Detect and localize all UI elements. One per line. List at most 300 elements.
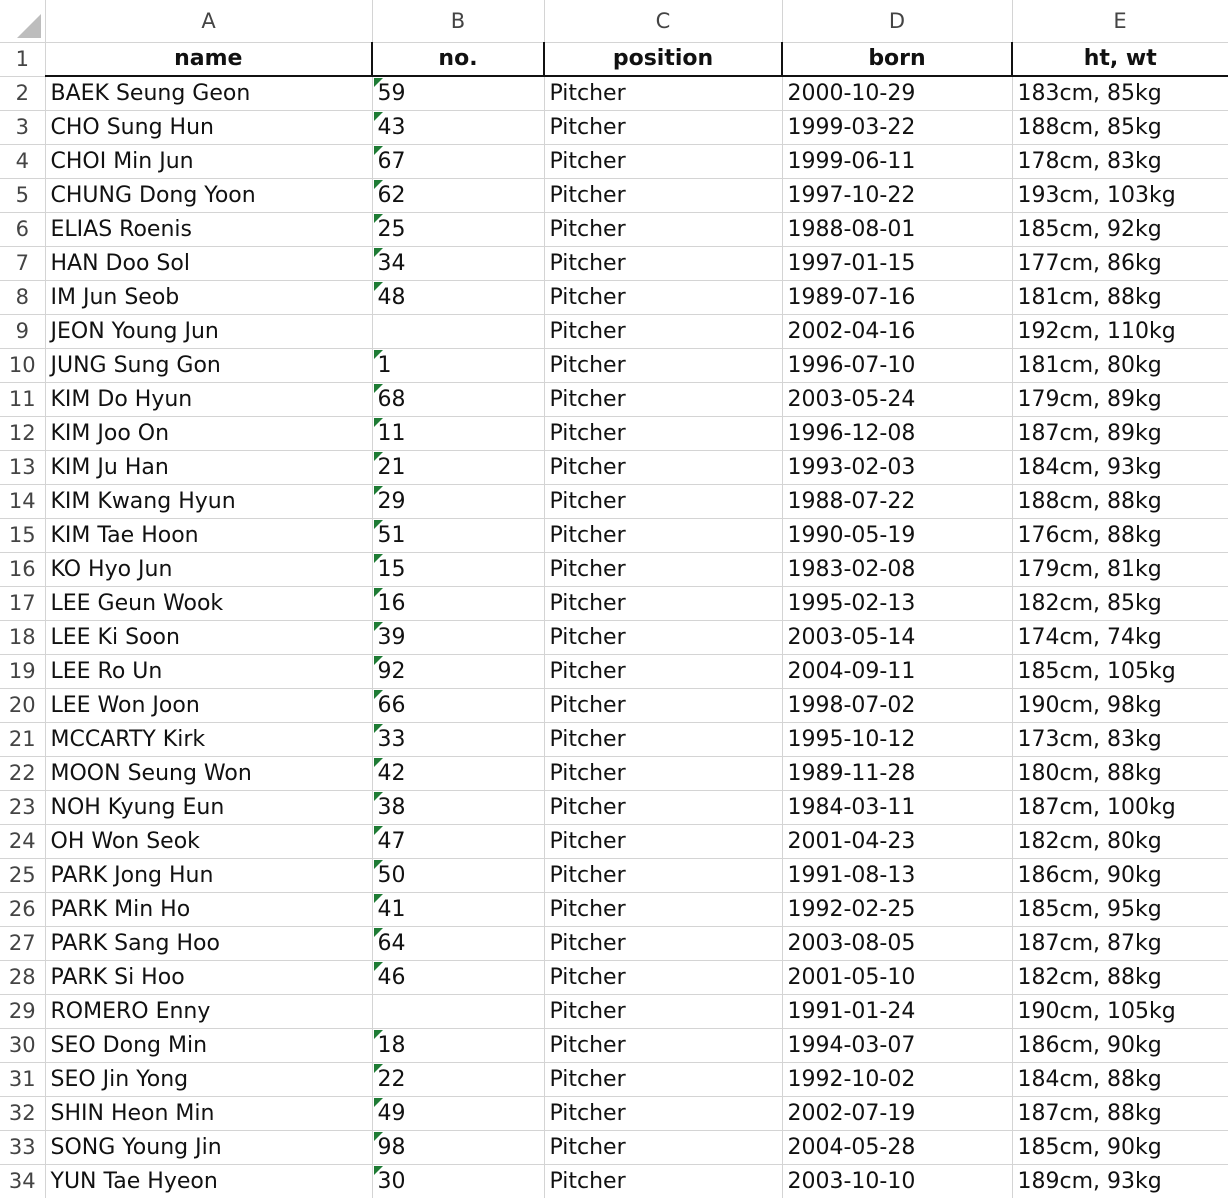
cell-position[interactable]: Pitcher: [544, 756, 782, 790]
row-header[interactable]: 18: [0, 620, 45, 654]
cell-no[interactable]: [372, 348, 544, 382]
cell-name[interactable]: YUN Tae Hyeon: [45, 1164, 372, 1198]
row-header[interactable]: 4: [0, 144, 45, 178]
cell-name[interactable]: SEO Dong Min: [45, 1028, 372, 1062]
cell-no-value: 21: [377, 454, 406, 480]
table-row: [0, 586, 1228, 620]
cell-ht-wt[interactable]: 177cm, 86kg: [1012, 246, 1228, 280]
cell-no-value: 1: [377, 352, 392, 378]
cell-position[interactable]: Pitcher: [544, 518, 782, 552]
cell-no[interactable]: [372, 518, 544, 552]
cell-born[interactable]: 1988-07-22: [782, 484, 1012, 518]
table-row: [0, 246, 1228, 280]
cell-ht-wt[interactable]: 183cm, 85kg: [1012, 76, 1228, 110]
table-row: [0, 790, 1228, 824]
cell-born[interactable]: 2003-05-14: [782, 620, 1012, 654]
header-cell-position[interactable]: position: [544, 42, 782, 76]
row-header[interactable]: 22: [0, 756, 45, 790]
cell-no-value: 64: [377, 930, 406, 956]
cell-position[interactable]: Pitcher: [544, 688, 782, 722]
row-header[interactable]: 31: [0, 1062, 45, 1096]
table-row: [0, 178, 1228, 212]
cell-born[interactable]: 1998-07-02: [782, 688, 1012, 722]
cell-ht-wt[interactable]: 184cm, 88kg: [1012, 1062, 1228, 1096]
table-row: [0, 892, 1228, 926]
number-stored-as-text-icon: [374, 554, 383, 563]
cell-no-value: 51: [377, 522, 406, 548]
cell-no[interactable]: [372, 314, 544, 348]
cell-no[interactable]: [372, 552, 544, 586]
table-row: [0, 552, 1228, 586]
cell-position[interactable]: Pitcher: [544, 552, 782, 586]
cell-born[interactable]: 1992-10-02: [782, 1062, 1012, 1096]
cell-position[interactable]: Pitcher: [544, 654, 782, 688]
cell-position[interactable]: Pitcher: [544, 1062, 782, 1096]
number-stored-as-text-icon: [374, 690, 383, 699]
cell-ht-wt[interactable]: 185cm, 92kg: [1012, 212, 1228, 246]
row-header[interactable]: 2: [0, 76, 45, 110]
column-header-b[interactable]: B: [372, 0, 544, 42]
cell-born[interactable]: 1993-02-03: [782, 450, 1012, 484]
cell-born[interactable]: 1995-10-12: [782, 722, 1012, 756]
row-header[interactable]: 11: [0, 382, 45, 416]
cell-no-value: 34: [377, 250, 406, 276]
row-header[interactable]: 14: [0, 484, 45, 518]
row-header[interactable]: 15: [0, 518, 45, 552]
cell-name[interactable]: PARK Sang Hoo: [45, 926, 372, 960]
cell-no-value: 43: [377, 114, 406, 140]
cell-no[interactable]: [372, 892, 544, 926]
cell-ht-wt[interactable]: 186cm, 90kg: [1012, 1028, 1228, 1062]
cell-name[interactable]: KO Hyo Jun: [45, 552, 372, 586]
cell-born[interactable]: 2003-08-05: [782, 926, 1012, 960]
cell-no[interactable]: [372, 824, 544, 858]
table-row: [0, 994, 1228, 1028]
number-stored-as-text-icon: [374, 1098, 383, 1107]
cell-ht-wt[interactable]: 182cm, 88kg: [1012, 960, 1228, 994]
row-header[interactable]: 33: [0, 1130, 45, 1164]
cell-ht-wt[interactable]: 185cm, 105kg: [1012, 654, 1228, 688]
cell-no[interactable]: [372, 722, 544, 756]
cell-name[interactable]: ROMERO Enny: [45, 994, 372, 1028]
number-stored-as-text-icon: [374, 1064, 383, 1073]
cell-no-value: 62: [377, 182, 406, 208]
table-row: [0, 722, 1228, 756]
cell-no[interactable]: [372, 484, 544, 518]
cell-ht-wt[interactable]: 173cm, 83kg: [1012, 722, 1228, 756]
cell-ht-wt[interactable]: 184cm, 93kg: [1012, 450, 1228, 484]
cell-born[interactable]: 1999-03-22: [782, 110, 1012, 144]
cell-position[interactable]: Pitcher: [544, 280, 782, 314]
cell-position[interactable]: Pitcher: [544, 1164, 782, 1198]
table-row: [0, 620, 1228, 654]
cell-no[interactable]: [372, 76, 544, 110]
cell-no[interactable]: [372, 382, 544, 416]
cell-ht-wt[interactable]: 189cm, 93kg: [1012, 1164, 1228, 1198]
table-row: [0, 484, 1228, 518]
cell-no-value: 67: [377, 148, 406, 174]
cell-position[interactable]: Pitcher: [544, 960, 782, 994]
row-header[interactable]: 19: [0, 654, 45, 688]
cell-no[interactable]: [372, 178, 544, 212]
number-stored-as-text-icon: [374, 588, 383, 597]
row-header[interactable]: 5: [0, 178, 45, 212]
row-header[interactable]: 26: [0, 892, 45, 926]
cell-born[interactable]: 1988-08-01: [782, 212, 1012, 246]
cell-no[interactable]: [372, 654, 544, 688]
cell-name[interactable]: LEE Ki Soon: [45, 620, 372, 654]
cell-born[interactable]: 2003-05-24: [782, 382, 1012, 416]
cell-no[interactable]: [372, 1062, 544, 1096]
cell-name[interactable]: NOH Kyung Eun: [45, 790, 372, 824]
table-row: [0, 110, 1228, 144]
cell-ht-wt[interactable]: 182cm, 85kg: [1012, 586, 1228, 620]
cell-born[interactable]: 2004-09-11: [782, 654, 1012, 688]
number-stored-as-text-icon: [374, 350, 383, 359]
cell-position[interactable]: Pitcher: [544, 892, 782, 926]
row-header[interactable]: 32: [0, 1096, 45, 1130]
table-row: [0, 1164, 1228, 1198]
select-all-button[interactable]: [0, 0, 45, 42]
cell-born[interactable]: 1995-02-13: [782, 586, 1012, 620]
row-header[interactable]: 23: [0, 790, 45, 824]
cell-position[interactable]: Pitcher: [544, 1096, 782, 1130]
cell-name[interactable]: SONG Young Jin: [45, 1130, 372, 1164]
row-header[interactable]: 3: [0, 110, 45, 144]
number-stored-as-text-icon: [374, 962, 383, 971]
column-header-c[interactable]: C: [544, 0, 782, 42]
cell-ht-wt[interactable]: 187cm, 100kg: [1012, 790, 1228, 824]
cell-no-value: 42: [377, 760, 406, 786]
cell-position[interactable]: Pitcher: [544, 76, 782, 110]
cell-no[interactable]: [372, 688, 544, 722]
row-header[interactable]: 29: [0, 994, 45, 1028]
row-header[interactable]: 16: [0, 552, 45, 586]
cell-name[interactable]: LEE Geun Wook: [45, 586, 372, 620]
cell-ht-wt[interactable]: 190cm, 105kg: [1012, 994, 1228, 1028]
header-cell-ht-wt[interactable]: ht, wt: [1012, 42, 1228, 76]
header-cell-born[interactable]: born: [782, 42, 1012, 76]
cell-no-value: 46: [377, 964, 406, 990]
cell-born[interactable]: 1990-05-19: [782, 518, 1012, 552]
cell-born[interactable]: 1996-12-08: [782, 416, 1012, 450]
cell-ht-wt[interactable]: 176cm, 88kg: [1012, 518, 1228, 552]
cell-name[interactable]: PARK Si Hoo: [45, 960, 372, 994]
cell-no[interactable]: [372, 620, 544, 654]
cell-no[interactable]: [372, 416, 544, 450]
cell-no-value: 33: [377, 726, 406, 752]
number-stored-as-text-icon: [374, 1030, 383, 1039]
number-stored-as-text-icon: [374, 214, 383, 223]
cell-ht-wt[interactable]: 187cm, 88kg: [1012, 1096, 1228, 1130]
number-stored-as-text-icon: [374, 146, 383, 155]
cell-ht-wt[interactable]: 188cm, 85kg: [1012, 110, 1228, 144]
cell-no[interactable]: [372, 110, 544, 144]
cell-name[interactable]: SEO Jin Yong: [45, 1062, 372, 1096]
row-header[interactable]: 25: [0, 858, 45, 892]
cell-no[interactable]: [372, 1130, 544, 1164]
cell-ht-wt[interactable]: 187cm, 87kg: [1012, 926, 1228, 960]
cell-no-value: 66: [377, 692, 406, 718]
cell-name[interactable]: MCCARTY Kirk: [45, 722, 372, 756]
table-row: [0, 144, 1228, 178]
cell-no-value: 92: [377, 658, 406, 684]
cell-no[interactable]: [372, 926, 544, 960]
table-row: [0, 450, 1228, 484]
cell-no[interactable]: [372, 756, 544, 790]
cell-position[interactable]: Pitcher: [544, 790, 782, 824]
cell-position[interactable]: Pitcher: [544, 382, 782, 416]
table-row: [0, 518, 1228, 552]
cell-born[interactable]: 1994-03-07: [782, 1028, 1012, 1062]
select-all-triangle-icon: [17, 14, 41, 38]
cell-position[interactable]: Pitcher: [544, 212, 782, 246]
row-header[interactable]: 13: [0, 450, 45, 484]
number-stored-as-text-icon: [374, 112, 383, 121]
cell-no[interactable]: [372, 790, 544, 824]
row-header[interactable]: 9: [0, 314, 45, 348]
cell-name[interactable]: LEE Won Joon: [45, 688, 372, 722]
cell-no[interactable]: [372, 586, 544, 620]
cell-born[interactable]: 1989-11-28: [782, 756, 1012, 790]
table-row: [0, 858, 1228, 892]
table-row: [0, 1028, 1228, 1062]
cell-no-value: 59: [377, 80, 406, 106]
number-stored-as-text-icon: [374, 78, 383, 87]
cell-born[interactable]: 2004-05-28: [782, 1130, 1012, 1164]
cell-no[interactable]: [372, 1028, 544, 1062]
cell-born[interactable]: 2002-04-16: [782, 314, 1012, 348]
cell-position[interactable]: Pitcher: [544, 348, 782, 382]
cell-ht-wt[interactable]: 187cm, 89kg: [1012, 416, 1228, 450]
row-header[interactable]: 10: [0, 348, 45, 382]
row-header[interactable]: 7: [0, 246, 45, 280]
column-header-a[interactable]: A: [45, 0, 372, 42]
cell-position[interactable]: Pitcher: [544, 586, 782, 620]
table-row: [0, 1096, 1228, 1130]
table-row: [0, 280, 1228, 314]
number-stored-as-text-icon: [374, 758, 383, 767]
column-header-d[interactable]: D: [782, 0, 1012, 42]
cell-born[interactable]: 1989-07-16: [782, 280, 1012, 314]
cell-ht-wt[interactable]: 188cm, 88kg: [1012, 484, 1228, 518]
table-row: [0, 416, 1228, 450]
cell-born[interactable]: 1997-01-15: [782, 246, 1012, 280]
cell-name[interactable]: JUNG Sung Gon: [45, 348, 372, 382]
table-row: [0, 688, 1228, 722]
cell-no-value: 47: [377, 828, 406, 854]
cell-name[interactable]: OH Won Seok: [45, 824, 372, 858]
cell-position[interactable]: Pitcher: [544, 994, 782, 1028]
row-header[interactable]: 30: [0, 1028, 45, 1062]
cell-position[interactable]: Pitcher: [544, 858, 782, 892]
number-stored-as-text-icon: [374, 452, 383, 461]
column-header-e[interactable]: E: [1012, 0, 1228, 42]
cell-position[interactable]: Pitcher: [544, 1130, 782, 1164]
table-row: [0, 314, 1228, 348]
cell-no[interactable]: [372, 450, 544, 484]
cell-name[interactable]: KIM Joo On: [45, 416, 372, 450]
cell-ht-wt[interactable]: 185cm, 90kg: [1012, 1130, 1228, 1164]
cell-no-value: 15: [377, 556, 406, 582]
cell-position[interactable]: Pitcher: [544, 144, 782, 178]
cell-born[interactable]: 2001-04-23: [782, 824, 1012, 858]
cell-no[interactable]: [372, 212, 544, 246]
table-header-row: [0, 42, 1228, 76]
number-stored-as-text-icon: [374, 894, 383, 903]
number-stored-as-text-icon: [374, 384, 383, 393]
row-header[interactable]: 17: [0, 586, 45, 620]
cell-no-value: 29: [377, 488, 406, 514]
cell-position[interactable]: Pitcher: [544, 620, 782, 654]
cell-born[interactable]: 1999-06-11: [782, 144, 1012, 178]
cell-ht-wt[interactable]: 179cm, 89kg: [1012, 382, 1228, 416]
cell-born[interactable]: 2001-05-10: [782, 960, 1012, 994]
cell-no-value: 49: [377, 1100, 406, 1126]
row-header[interactable]: 20: [0, 688, 45, 722]
cell-position[interactable]: Pitcher: [544, 1028, 782, 1062]
cell-ht-wt[interactable]: 181cm, 80kg: [1012, 348, 1228, 382]
table-row: [0, 1130, 1228, 1164]
cell-born[interactable]: 1991-01-24: [782, 994, 1012, 1028]
cell-position[interactable]: Pitcher: [544, 314, 782, 348]
cell-no[interactable]: [372, 144, 544, 178]
row-header[interactable]: 24: [0, 824, 45, 858]
cell-no-value: 11: [377, 420, 406, 446]
table-row: [0, 756, 1228, 790]
cell-no[interactable]: [372, 246, 544, 280]
cell-position[interactable]: Pitcher: [544, 722, 782, 756]
cell-ht-wt[interactable]: 180cm, 88kg: [1012, 756, 1228, 790]
cell-no-value: 30: [377, 1168, 406, 1194]
cell-ht-wt[interactable]: 186cm, 90kg: [1012, 858, 1228, 892]
cell-name[interactable]: ELIAS Roenis: [45, 212, 372, 246]
column-header-row: [0, 0, 1228, 42]
cell-ht-wt[interactable]: 178cm, 83kg: [1012, 144, 1228, 178]
table-row: [0, 348, 1228, 382]
cell-born[interactable]: 1997-10-22: [782, 178, 1012, 212]
cell-born[interactable]: 2000-10-29: [782, 76, 1012, 110]
table-row: [0, 382, 1228, 416]
number-stored-as-text-icon: [374, 724, 383, 733]
cell-no-value: 41: [377, 896, 406, 922]
cell-name[interactable]: PARK Jong Hun: [45, 858, 372, 892]
cell-position[interactable]: Pitcher: [544, 926, 782, 960]
cell-no-value: 50: [377, 862, 406, 888]
cell-no-value: 18: [377, 1032, 406, 1058]
cell-ht-wt[interactable]: 181cm, 88kg: [1012, 280, 1228, 314]
cell-no[interactable]: [372, 960, 544, 994]
number-stored-as-text-icon: [374, 180, 383, 189]
cell-no-value: 68: [377, 386, 406, 412]
cell-name[interactable]: KIM Ju Han: [45, 450, 372, 484]
cell-name[interactable]: SHIN Heon Min: [45, 1096, 372, 1130]
table-row: [0, 960, 1228, 994]
cell-born[interactable]: 1991-08-13: [782, 858, 1012, 892]
number-stored-as-text-icon: [374, 1132, 383, 1141]
cell-position[interactable]: Pitcher: [544, 416, 782, 450]
header-cell-name[interactable]: name: [45, 42, 372, 76]
cell-ht-wt[interactable]: 185cm, 95kg: [1012, 892, 1228, 926]
cell-name[interactable]: CHUNG Dong Yoon: [45, 178, 372, 212]
cell-born[interactable]: 1996-07-10: [782, 348, 1012, 382]
number-stored-as-text-icon: [374, 826, 383, 835]
table-row: [0, 212, 1228, 246]
table-row: [0, 76, 1228, 110]
cell-position[interactable]: Pitcher: [544, 824, 782, 858]
cell-name[interactable]: PARK Min Ho: [45, 892, 372, 926]
cell-name[interactable]: KIM Tae Hoon: [45, 518, 372, 552]
row-header[interactable]: 1: [0, 42, 45, 76]
row-header[interactable]: 6: [0, 212, 45, 246]
cell-name[interactable]: CHO Sung Hun: [45, 110, 372, 144]
row-header[interactable]: 8: [0, 280, 45, 314]
cell-ht-wt[interactable]: 174cm, 74kg: [1012, 620, 1228, 654]
cell-no[interactable]: [372, 1096, 544, 1130]
number-stored-as-text-icon: [374, 656, 383, 665]
cell-name[interactable]: CHOI Min Jun: [45, 144, 372, 178]
number-stored-as-text-icon: [374, 282, 383, 291]
cell-name[interactable]: JEON Young Jun: [45, 314, 372, 348]
cell-ht-wt[interactable]: 190cm, 98kg: [1012, 688, 1228, 722]
cell-name[interactable]: KIM Kwang Hyun: [45, 484, 372, 518]
cell-no-value: 98: [377, 1134, 406, 1160]
table-row: [0, 654, 1228, 688]
number-stored-as-text-icon: [374, 860, 383, 869]
cell-name[interactable]: IM Jun Seob: [45, 280, 372, 314]
cell-position[interactable]: Pitcher: [544, 178, 782, 212]
table-row: [0, 824, 1228, 858]
cell-name[interactable]: KIM Do Hyun: [45, 382, 372, 416]
cell-born[interactable]: 1983-02-08: [782, 552, 1012, 586]
cell-ht-wt[interactable]: 193cm, 103kg: [1012, 178, 1228, 212]
cell-no-value: 25: [377, 216, 406, 242]
cell-born[interactable]: 2003-10-10: [782, 1164, 1012, 1198]
row-header[interactable]: 21: [0, 722, 45, 756]
cell-position[interactable]: Pitcher: [544, 110, 782, 144]
row-header[interactable]: 12: [0, 416, 45, 450]
cell-no[interactable]: [372, 858, 544, 892]
cell-name[interactable]: LEE Ro Un: [45, 654, 372, 688]
number-stored-as-text-icon: [374, 520, 383, 529]
row-header[interactable]: 28: [0, 960, 45, 994]
cell-no-value: 38: [377, 794, 406, 820]
cell-born[interactable]: 1984-03-11: [782, 790, 1012, 824]
cell-position[interactable]: Pitcher: [544, 246, 782, 280]
cell-born[interactable]: 2002-07-19: [782, 1096, 1012, 1130]
cell-ht-wt[interactable]: 192cm, 110kg: [1012, 314, 1228, 348]
cell-ht-wt[interactable]: 182cm, 80kg: [1012, 824, 1228, 858]
cell-name[interactable]: BAEK Seung Geon: [45, 76, 372, 110]
number-stored-as-text-icon: [374, 486, 383, 495]
cell-ht-wt[interactable]: 179cm, 81kg: [1012, 552, 1228, 586]
cell-name[interactable]: MOON Seung Won: [45, 756, 372, 790]
cell-no[interactable]: [372, 280, 544, 314]
number-stored-as-text-icon: [374, 418, 383, 427]
table-row: [0, 1062, 1228, 1096]
number-stored-as-text-icon: [374, 622, 383, 631]
number-stored-as-text-icon: [374, 792, 383, 801]
cell-name[interactable]: HAN Doo Sol: [45, 246, 372, 280]
cell-no[interactable]: [372, 994, 544, 1028]
cell-born[interactable]: 1992-02-25: [782, 892, 1012, 926]
row-header[interactable]: 34: [0, 1164, 45, 1198]
cell-position[interactable]: Pitcher: [544, 484, 782, 518]
cell-position[interactable]: Pitcher: [544, 450, 782, 484]
cell-no[interactable]: [372, 1164, 544, 1198]
row-header[interactable]: 27: [0, 926, 45, 960]
header-cell-no[interactable]: no.: [372, 42, 544, 76]
